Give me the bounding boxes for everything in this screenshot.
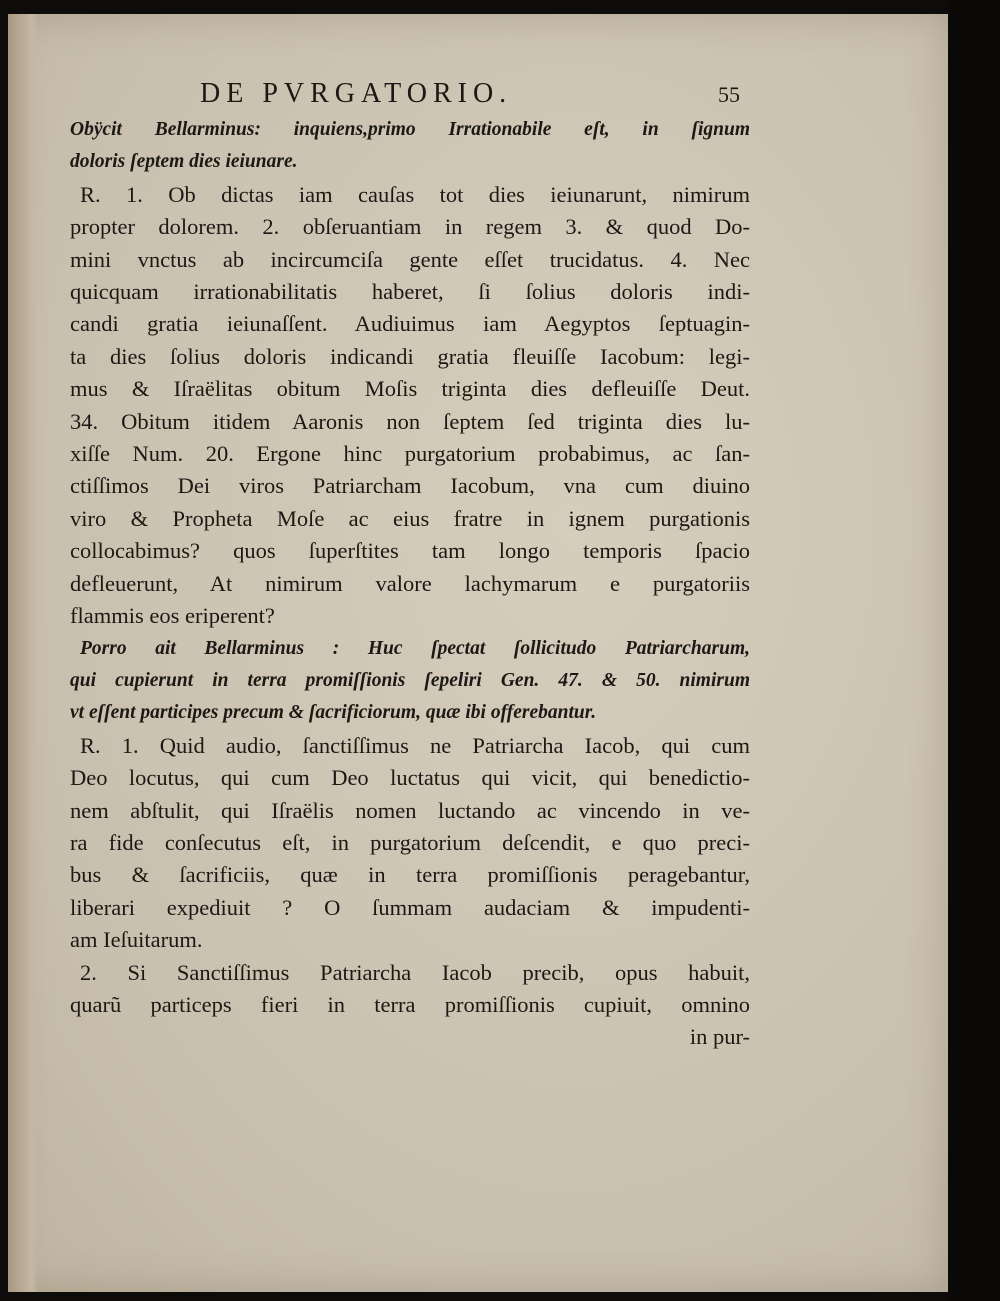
text-line: flammis eos eriperent? — [70, 603, 275, 629]
text-line: R. 1. Ob dictas iam cauſas tot dies ieiunarunt, nimirum — [80, 181, 750, 207]
text-line: bus & ſacrificiis, quæ in terra promiſſionis peragebantur, — [70, 862, 750, 888]
text-line: vt eſſent participes precum & ſacrificiorum, quæ ibi offerebantur. — [70, 702, 597, 724]
paragraph — [70, 730, 750, 957]
text-line: candi gratia ieiunaſſent. Audiuimus iam Aegyptos ſeptuagin- — [70, 311, 750, 337]
text-line: viro & Propheta Moſe ac eius fratre in ignem purgationis — [70, 505, 750, 531]
paragraph — [70, 179, 750, 633]
paragraph — [70, 633, 750, 730]
running-title: DE PVRGATORIO. — [200, 78, 513, 109]
paragraph — [70, 957, 750, 1022]
text-line: quicquam irrationabilitatis haberet, ſi ſolius doloris indi- — [70, 279, 750, 305]
text-line: xiſſe Num. 20. Ergone hinc purgatorium probabimus, ac ſan- — [70, 441, 750, 467]
running-head — [70, 78, 750, 114]
text-line: Porro ait Bellarminus : Huc ſpectat ſollicitudo Patriarcharum, — [80, 637, 750, 659]
text-line: qui cupierunt in terra promiſſionis ſepeliri Gen. 47. & 50. nimirum — [70, 669, 750, 691]
page-number: 55 — [718, 82, 740, 107]
page-text — [70, 78, 750, 1054]
text-line: doloris ſeptem dies ieiunare. — [70, 151, 298, 173]
text-line: 2. Si Sanctiſſimus Patriarcha Iacob precib, opus habuit, — [80, 959, 750, 985]
text-line: mus & Iſraëlitas obitum Moſis triginta dies defleuiſſe Deut. — [70, 376, 750, 402]
text-line: defleuerunt, At nimirum valore lachymarum e purgatoriis — [70, 570, 750, 596]
text-line: ta dies ſolius doloris indicandi gratia fleuiſſe Iacobum: legi- — [70, 343, 750, 369]
paragraph — [70, 114, 750, 179]
text-line: R. 1. Quid audio, ſanctiſſimus ne Patriarcha Iacob, qui cum — [80, 732, 750, 758]
body-text — [70, 114, 750, 1021]
text-line: nem abſtulit, qui Iſraëlis nomen luctando ac vincendo in ve- — [70, 797, 750, 823]
page-gutter — [8, 14, 38, 1292]
text-line: Deo locutus, qui cum Deo luctatus qui vicit, qui benedictio- — [70, 765, 750, 791]
text-line: 34. Obitum itidem Aaronis non ſeptem ſed triginta dies lu- — [70, 408, 750, 434]
text-line: quarũ particeps fieri in terra promiſſionis cupiuit, omnino — [70, 991, 750, 1017]
text-line: collocabimus? quos ſuperſtites tam longo temporis ſpacio — [70, 538, 750, 564]
text-line: ctiſſimos Dei viros Patriarcham Iacobum, vna cum diuino — [70, 473, 750, 499]
text-line: am Ieſuitarum. — [70, 927, 203, 953]
text-line: ra fide conſecutus eſt, in purgatorium deſcendit, e quo preci- — [70, 829, 750, 855]
text-line: liberari expediuit ? O ſummam audaciam & impudenti- — [70, 894, 750, 920]
text-line: Obÿcit Bellarminus: inquiens,primo Irrationabile eſt, in ſignum — [70, 119, 750, 140]
text-line: mini vnctus ab incircumciſa gente eſſet trucidatus. 4. Nec — [70, 246, 750, 272]
catchword: in pur- — [689, 1024, 750, 1050]
text-line: propter dolorem. 2. obſeruantiam in regem 3. & quod Do- — [70, 214, 750, 240]
scan-edge — [948, 0, 1000, 1301]
